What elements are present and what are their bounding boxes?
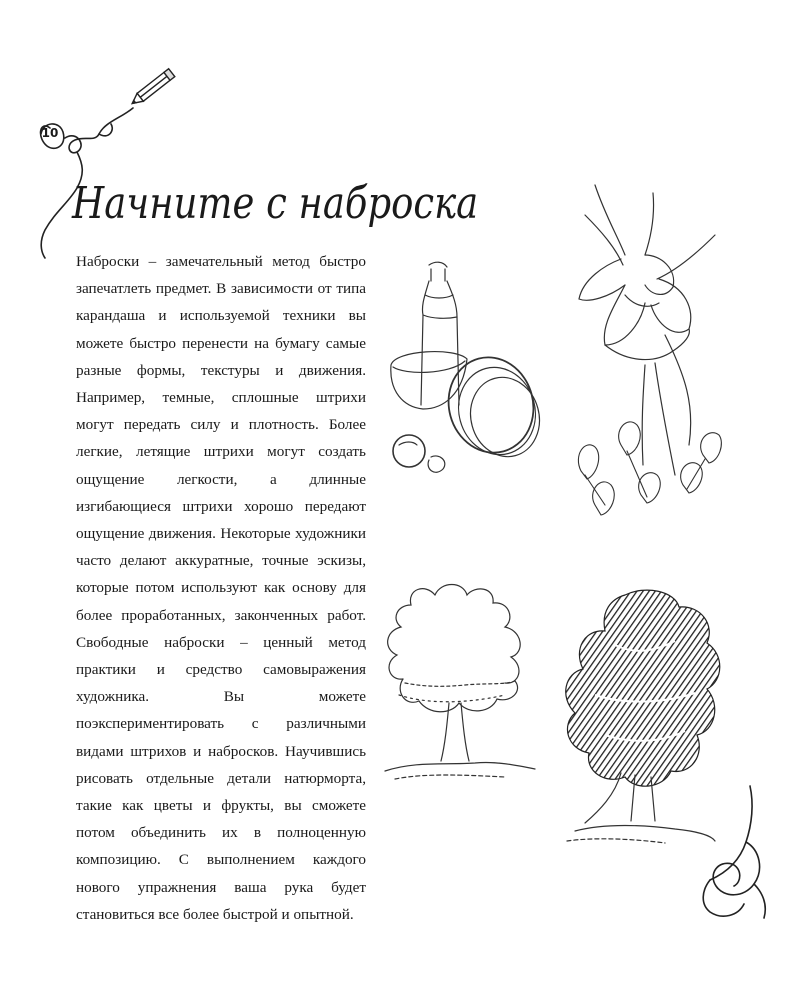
page-number: 10	[41, 126, 59, 140]
still-life-sketch	[385, 255, 550, 490]
light-tree-sketch	[375, 575, 545, 790]
swirl-decoration-icon	[680, 780, 780, 930]
page-title: Начните с наброска	[72, 178, 479, 229]
body-paragraph: Наброски – замечательный метод быстро запечатлеть предмет. В зависимости от типа карандаша и используемой техники вы можете быстро перенести на бумагу самые разные формы, текстуры и движения. Например, темные, сплошные штрихи могут передать силу и плотность. Более легкие, летящие штрихи могут создать ощущение легкости, а длинные изгибающиеся штрихи хорошо передают ощущение движения. Некоторые художники часто делают аккуратные, точные эскизы, которые потом используют как основу для более проработанных, законченных работ. Свободные наброски – ценный метод практики и средство самовыражения художника. Вы можете поэкспериментировать с различными видами штрихов и набросков. Научившись рисовать отдельные детали натюрморта, такие как цветы и фрукты, вы сможете потом объединить их в полноценную композицию. С выполнением каждого нового упражнения ваша рука будет становиться все более быстрой и опытной.	[76, 253, 366, 923]
iris-flower-sketch	[565, 175, 730, 555]
pencil-icon	[125, 62, 185, 112]
body-text	[76, 248, 366, 928]
